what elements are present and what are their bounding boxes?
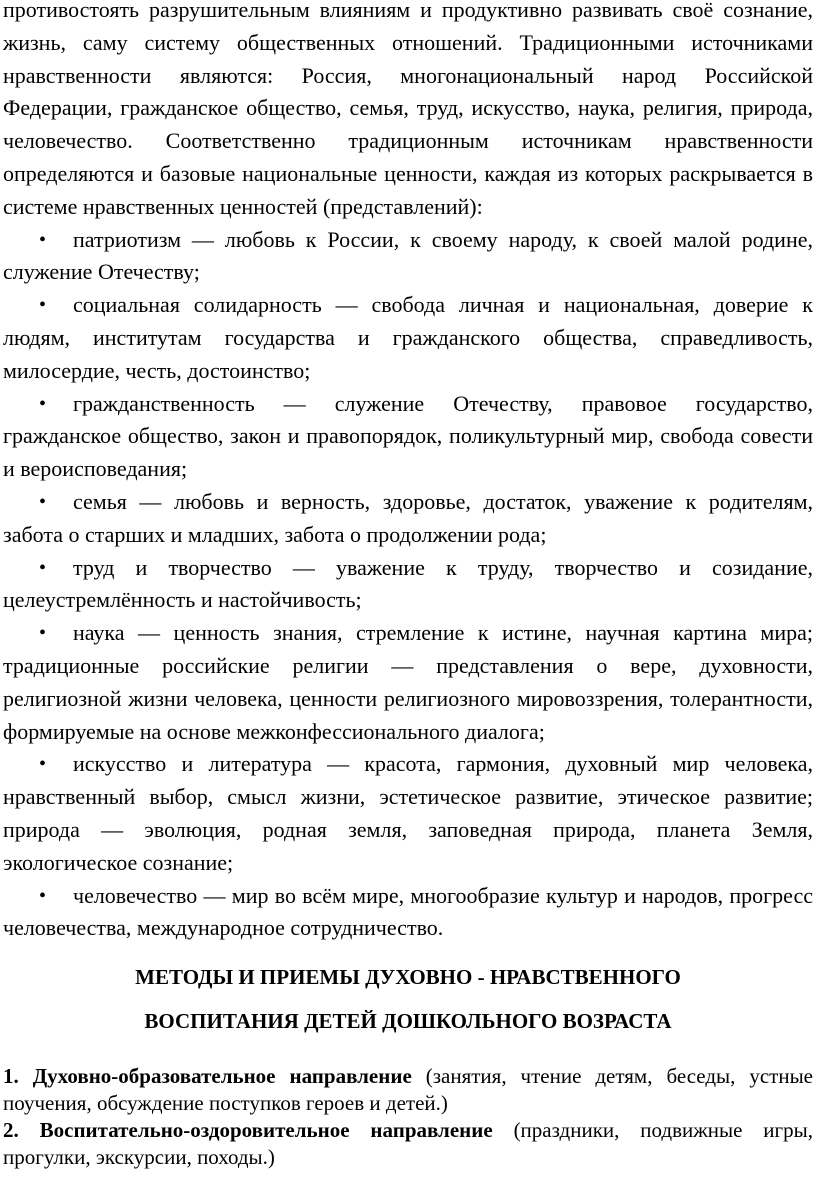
- bullet-icon: •: [39, 753, 47, 776]
- bullet-icon: •: [39, 884, 47, 907]
- method-title: Духовно-образовательное направление: [32, 1064, 412, 1089]
- list-item: [3, 289, 813, 387]
- list-item-text: семья — любовь и верность, здоровье, достаток, уважение к родителям, забота о старших и младших, забота о продолжении рода;: [3, 488, 813, 547]
- method-item: [3, 1117, 813, 1171]
- values-list: [3, 224, 813, 946]
- method-description: (праздники, подвижные игры, прогулки, экскурсии, походы.): [3, 1118, 813, 1170]
- section-heading: [3, 955, 813, 1043]
- method-item: [3, 1063, 813, 1117]
- list-item-text: труд и творчество — уважение к труду, творчество и созидание, целеустремлённость и настойчивость;: [3, 554, 813, 613]
- bullet-icon: •: [39, 228, 47, 251]
- methods-list: [3, 1063, 813, 1171]
- list-item: [3, 388, 813, 486]
- list-item-text: социальная солидарность — свобода личная и национальная, доверие к людям, институтам государства и гражданского общества, справедливость, милосердие, честь, достоинство;: [3, 292, 813, 383]
- heading-line-1: МЕТОДЫ И ПРИЕМЫ ДУХОВНО - НРАВСТВЕННОГО: [135, 965, 681, 990]
- bullet-icon: •: [39, 392, 47, 415]
- heading-line-2: ВОСПИТАНИЯ ДЕТЕЙ ДОШКОЛЬНОГО ВОЗРАСТА: [144, 1009, 672, 1034]
- method-title: Воспитательно-оздоровительное направление: [39, 1118, 493, 1143]
- list-item-text: патриотизм — любовь к России, к своему народу, к своей малой родине, служение Отечеству;: [3, 226, 813, 285]
- intro-paragraph: противостоять разрушительным влияниям и продуктивно развивать своё сознание, жизнь, саму систему общественных отношений. Традиционными источниками нравственности являются: Россия, многонациональный народ Российской Федерации, гражданское общество, семья, труд, искусство, наука, религия, природа, человечество. Соответственно традиционным источникам нравственности определяются и базовые национальные ценности, каждая из которых раскрывается в системе нравственных ценностей (представлений):: [3, 0, 813, 219]
- bullet-icon: •: [39, 490, 47, 513]
- bullet-icon: •: [39, 622, 47, 645]
- list-item: [3, 486, 813, 552]
- method-number: 2.: [3, 1118, 19, 1143]
- method-description: (занятия, чтение детям, беседы, устные поучения, обсуждение поступков героев и детей.): [3, 1064, 813, 1116]
- list-item-text: человечество — мир во всём мире, многообразие культур и народов, прогресс человечества, международное сотрудничество.: [3, 882, 813, 941]
- list-item: [3, 748, 813, 879]
- method-number: 1.: [3, 1064, 19, 1089]
- list-item-text: наука — ценность знания, стремление к истине, научная картина мира; традиционные российские религии — представления о вере, духовности, религиозной жизни человека, ценности религиозного мировоззрения, толерантности, формируемые на основе межконфессионального диалога;: [3, 620, 813, 744]
- list-item: [3, 224, 813, 290]
- bullet-icon: •: [39, 294, 47, 317]
- bullet-icon: •: [39, 556, 47, 579]
- list-item: [3, 880, 813, 946]
- list-item: [3, 552, 813, 618]
- list-item: [3, 617, 813, 748]
- list-item-text: гражданственность — служение Отечеству, правовое государство, гражданское общество, закон и правопорядок, поликультурный мир, свобода совести и вероисповедания;: [3, 390, 813, 482]
- list-item-text: искусство и литература — красота, гармония, духовный мир человека, нравственный выбор, смысл жизни, эстетическое развитие, этическое развитие; природа — эволюция, родная земля, заповедная природа, планета Земля, экологическое сознание;: [3, 751, 813, 875]
